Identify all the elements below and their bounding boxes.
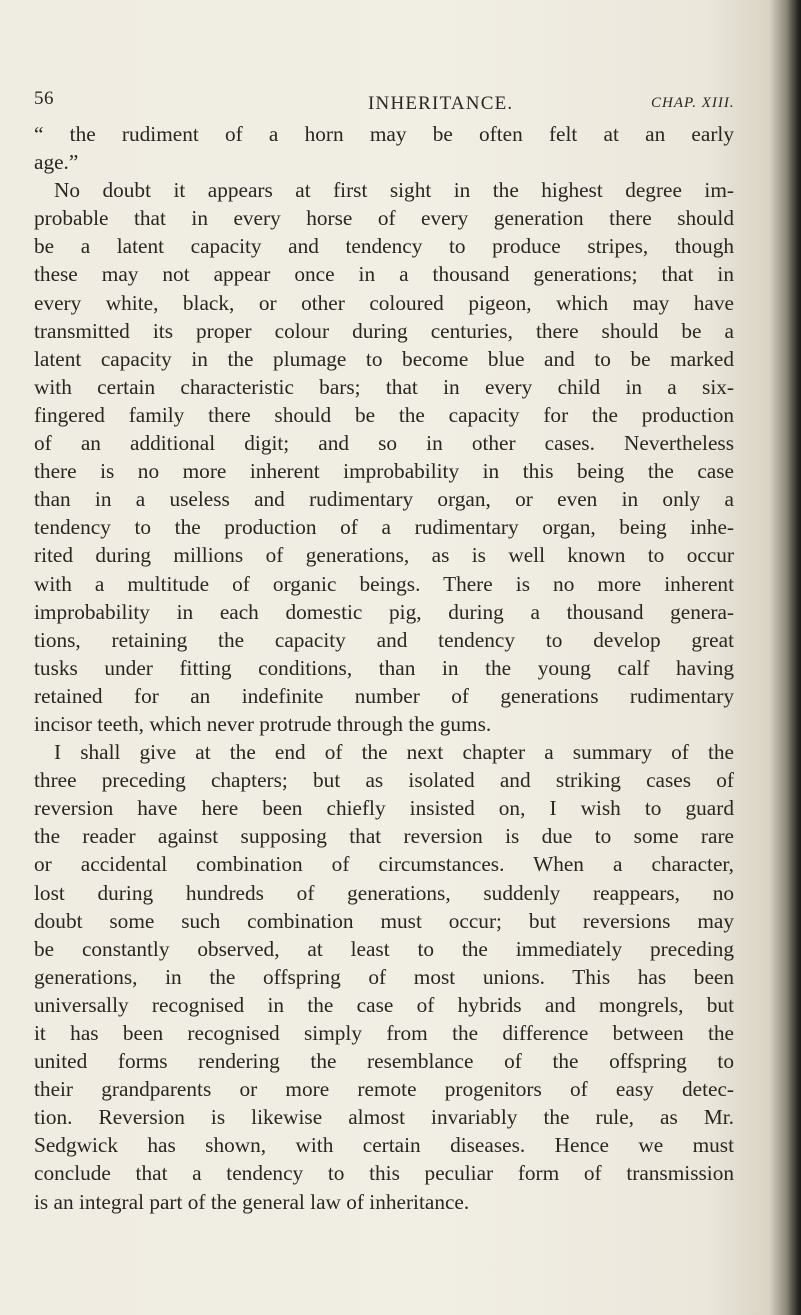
text-line: than in a useless and rudimentary organ, or even in only a [34,487,734,512]
text-line: be constantly observed, at least to the immediately preceding [34,936,734,961]
text-line: united forms rendering the resemblance of the offspring to [34,1049,734,1074]
text-line: reversion have here been chiefly insisted on, I wish to guard [34,796,734,821]
text-line: doubt some such combination must occur; but reversions may [34,908,734,933]
text-line: of an additional digit; and so in other cases. Nevertheless [34,431,734,456]
text-line: retained for an indefinite number of generations rudimentary [34,683,734,708]
text-line: Sedgwick has shown, with certain diseases. Hence we must [34,1133,734,1158]
text-line: with certain characteristic bars; that in every child in a six- [34,374,734,399]
page-header [0,88,801,118]
text-line: there is no more inherent improbability in this being the case [34,459,734,484]
text-line: rited during millions of generations, as is well known to occur [34,543,734,568]
running-title: INHERITANCE. [368,93,514,114]
text-line: conclude that a tendency to this peculiar form of transmission [34,1161,734,1186]
text-line: or accidental combination of circumstances. When a character, [34,852,734,877]
text-line: the reader against supposing that reversion is due to some rare [34,824,734,849]
text-line: their grandparents or more remote progenitors of easy detec- [34,1077,734,1102]
text-line: be a latent capacity and tendency to produce stripes, though [34,234,734,259]
page-number: 56 [34,88,54,109]
text-line: probable that in every horse of every generation there should [34,206,734,231]
text-line: I shall give at the end of the next chapter a summary of the [54,740,734,765]
text-line: it has been recognised simply from the difference between the [34,1021,734,1045]
text-line: is an integral part of the general law of inheritance. [34,1189,470,1214]
text-line: tion. Reversion is likewise almost invariably the rule, as Mr. [34,1105,734,1130]
text-line: incisor teeth, which never protrude through the gums. [34,711,492,736]
page-edge-shadow [787,0,801,1315]
text-line: generations, in the offspring of most unions. This has been [34,964,734,989]
text-line: age.” [34,150,79,175]
text-line: transmitted its proper colour during centuries, there should be a [34,318,734,343]
text-line: No doubt it appears at first sight in the highest degree im- [54,178,734,203]
text-line: with a multitude of organic beings. There is no more inherent [34,571,734,596]
text-line: universally recognised in the case of hybrids and mongrels, but [34,992,734,1017]
text-line: tions, retaining the capacity and tendency to develop great [34,627,734,652]
text-line: tusks under fitting conditions, than in the young calf having [34,655,734,680]
text-line: latent capacity in the plumage to become blue and to be marked [34,346,734,371]
text-line: improbability in each domestic pig, during a thousand genera- [34,599,734,624]
text-line: lost during hundreds of generations, suddenly reappears, no [34,880,734,905]
chapter-label: CHAP. XIII. [651,95,735,111]
text-line: fingered family there should be the capacity for the production [34,402,734,427]
text-line: every white, black, or other coloured pigeon, which may have [34,290,734,315]
text-line: three preceding chapters; but as isolated and striking cases of [34,768,734,793]
body-text [34,120,734,1216]
text-line: “ the rudiment of a horn may be often felt at an early [34,122,734,146]
text-line: these may not appear once in a thousand generations; that in [34,262,734,287]
text-line: tendency to the production of a rudimentary organ, being inhe- [34,515,734,540]
